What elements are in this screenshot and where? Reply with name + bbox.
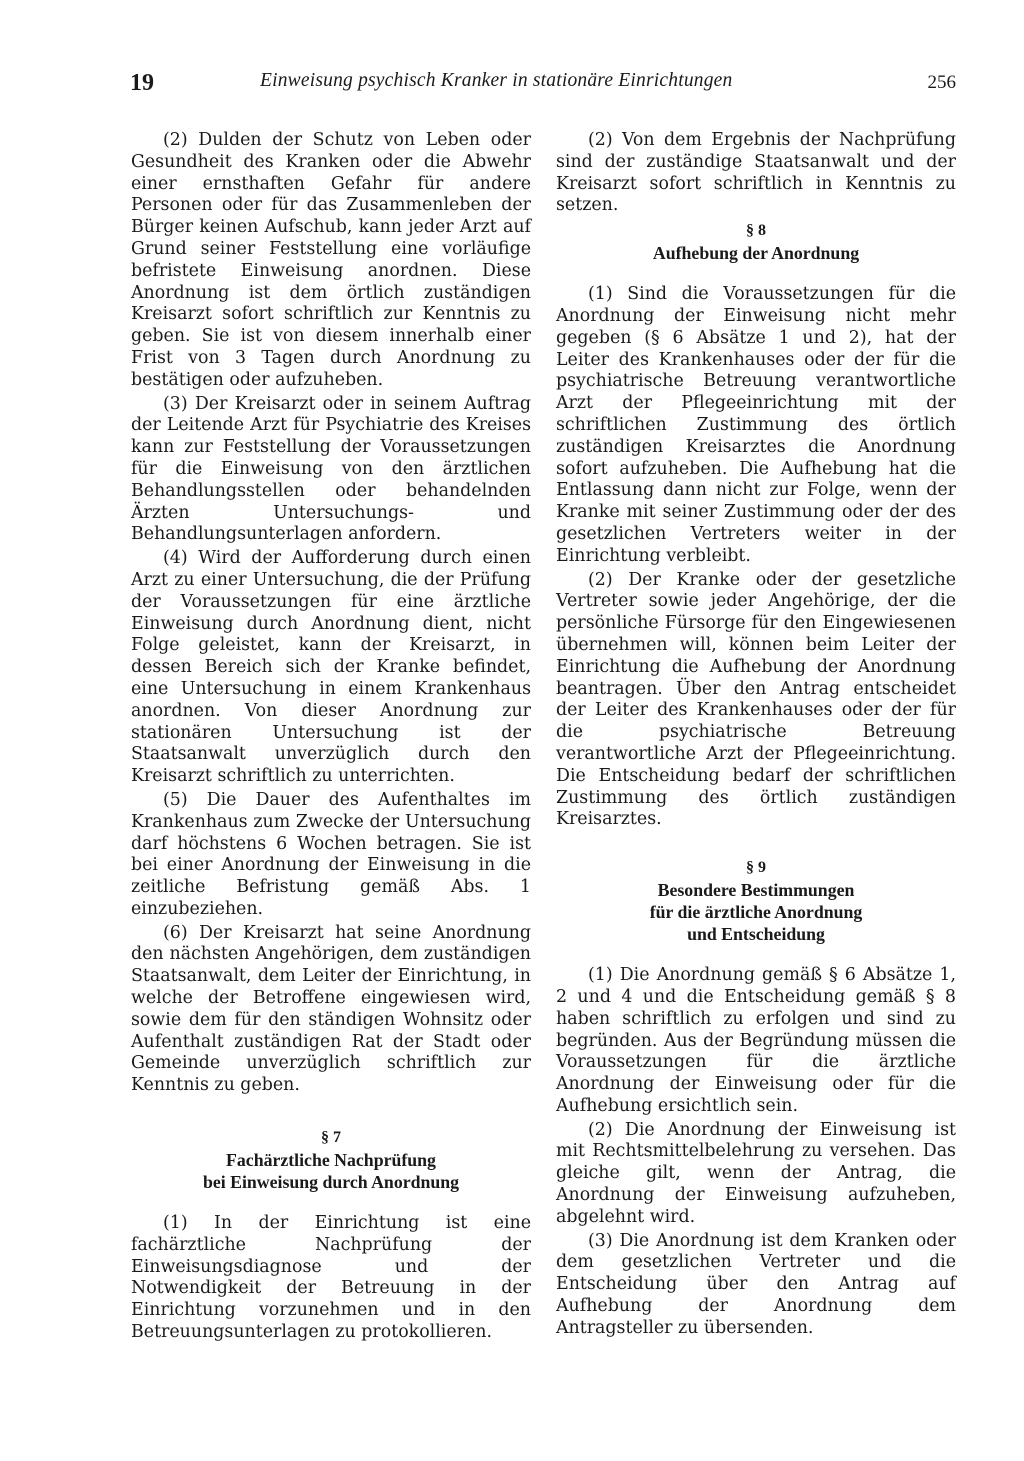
section-title: Aufhebung der Anordnung — [652, 243, 860, 264]
page-number: 256 — [927, 72, 956, 93]
paragraph: (1) Sind die Voraussetzungen für die Anordnung der Einweisung nicht mehr gegeben (§ 6 Absätze 1 und 2), hat der Leiter des Krankenhauses oder der für die psychiatrische Betreuung verantwortliche Arzt der Pflegeeinrichtung mit der schriftlichen Zustimmung des örtlich zuständigen Kreisarztes die Anordnung sofort aufzuheben. Die Aufhebung hat die Entlassung dann nicht zur Folge, wenn der Kranke mit seiner Zustimmung oder der des gesetzlichen Vertreters weiter in der Einrichtung verbleibt. — [556, 284, 956, 566]
section-number: § 9 — [746, 859, 766, 877]
section-title: Besondere Bestimmungen — [657, 880, 855, 901]
paragraph: (2) Von dem Ergebnis der Nachprüfung sind der zuständige Staatsanwalt und der Kreisarzt sofort schriftlich in Kenntnis zu setzen. — [556, 130, 956, 216]
chapter-number: 19 — [130, 70, 154, 96]
section-title: bei Einweisung durch Anordnung — [202, 1172, 460, 1193]
paragraph: (4) Wird der Aufforderung durch einen Arzt zu einer Untersuchung, die der Prüfung der Voraussetzungen für eine ärztliche Einweisung durch Anordnung dient, nicht Folge geleistet, kann der Kreisarzt, in dessen Bereich sich der Kranke befindet, eine Untersuchung in einem Krankenhaus anordnen. Von dieser Anordnung zur stationären Untersuchung ist der Staatsanwalt unverzüglich durch den Kreisarzt schriftlich zu unterrichten. — [131, 548, 531, 787]
paragraph: (6) Der Kreisarzt hat seine Anordnung den nächsten Angehörigen, dem zuständigen Staatsanwalt, dem Leiter der Einrichtung, in welche der Betroffene eingewiesen wird, sowie dem für den ständigen Wohnsitz oder Aufenthalt zuständigen Rat der Stadt oder Gemeinde unverzüglich schriftlich zur Kenntnis zu geben. — [131, 922, 531, 1096]
section-title: und Entscheidung — [687, 924, 825, 945]
paragraph: (2) Der Kranke oder der gesetzliche Vertreter sowie jeder Angehörige, der die persönliche Fürsorge für den Eingewiesenen übernehmen will, können beim Leiter der Einrichtung die Aufhebung der Anordnung beantragen. Über den Antrag entscheidet der Leiter des Krankenhauses oder der für die psychiatrische Betreuung verantwortliche Arzt der Pflegeeinrichtung. Die Entscheidung bedarf der schriftlichen Zustimmung des örtlich zuständigen Kreisarztes. — [556, 569, 956, 830]
paragraph: (3) Die Anordnung ist dem Kranken oder dem gesetzlichen Vertreter und die Entscheidung über den Antrag auf Aufhebung der Anordnung dem Antragsteller zu übersenden. — [556, 1230, 956, 1338]
section-number: § 7 — [321, 1129, 341, 1147]
section-title: Fachärztliche Nachprüfung — [226, 1150, 436, 1171]
paragraph: (2) Dulden der Schutz von Leben oder Gesundheit des Kranken oder die Abwehr einer ernsthaften Gefahr für andere Personen oder für das Zusammenleben der Bürger keinen Aufschub, kann jeder Arzt auf Grund seiner Feststellung eine vorläufige befristete Einweisung anordnen. Diese Anordnung ist dem örtlich zuständigen Kreisarzt sofort schriftlich zur Kenntnis zu geben. Sie ist von diesem innerhalb einer Frist von 3 Tagen durch Anordnung zu bestätigen oder aufzuheben. — [131, 130, 531, 390]
paragraph: (1) In der Einrichtung ist eine fachärztliche Nachprüfung der Einweisungsdiagnose und der Notwendigkeit der Betreuung in der Einrichtung vorzunehmen und in den Betreuungsunterlagen zu protokollieren. — [131, 1213, 531, 1343]
section-9-heading — [556, 857, 956, 945]
paragraph: (1) Die Anordnung gemäß § 6 Absätze 1, 2 und 4 und die Entscheidung gemäß § 8 haben schriftlich zu erfolgen und sind zu begründen. Aus der Begründung müssen die Voraussetzungen für die ärztliche Anordnung der Einweisung oder für die Aufhebung ersichtlich sein. — [556, 965, 956, 1116]
paragraph: (2) Die Anordnung der Einweisung ist mit Rechtsmittelbelehrung zu versehen. Das gleiche gilt, wenn der Antrag, die Anordnung der Einweisung aufzuheben, abgelehnt wird. — [556, 1119, 956, 1227]
section-title: für die ärztliche Anordnung — [649, 902, 863, 923]
section-number: § 8 — [746, 222, 766, 240]
right-column — [556, 130, 956, 1340]
paragraph: (5) Die Dauer des Aufenthaltes im Krankenhaus zum Zwecke der Untersuchung darf höchstens 6 Wochen betragen. Sie ist bei einer Anordnung der Einweisung in die zeitliche Befristung gemäß Abs. 1 einzubeziehen. — [131, 789, 531, 919]
paragraph: (3) Der Kreisarzt oder in seinem Auftrag der Leitende Arzt für Psychiatrie des Kreises kann zur Feststellung der Voraussetzungen für die Einweisung von den ärztlichen Behandlungsstellen oder behandelnden Ärzten Untersuchungs- und Behandlungsunterlagen anfordern. — [131, 393, 531, 545]
section-8-heading — [556, 220, 956, 264]
left-column — [131, 130, 531, 1344]
section-7-heading — [131, 1127, 531, 1193]
page-header — [130, 70, 956, 104]
running-title: Einweisung psychisch Kranker in stationäre Einrichtungen — [260, 70, 733, 91]
